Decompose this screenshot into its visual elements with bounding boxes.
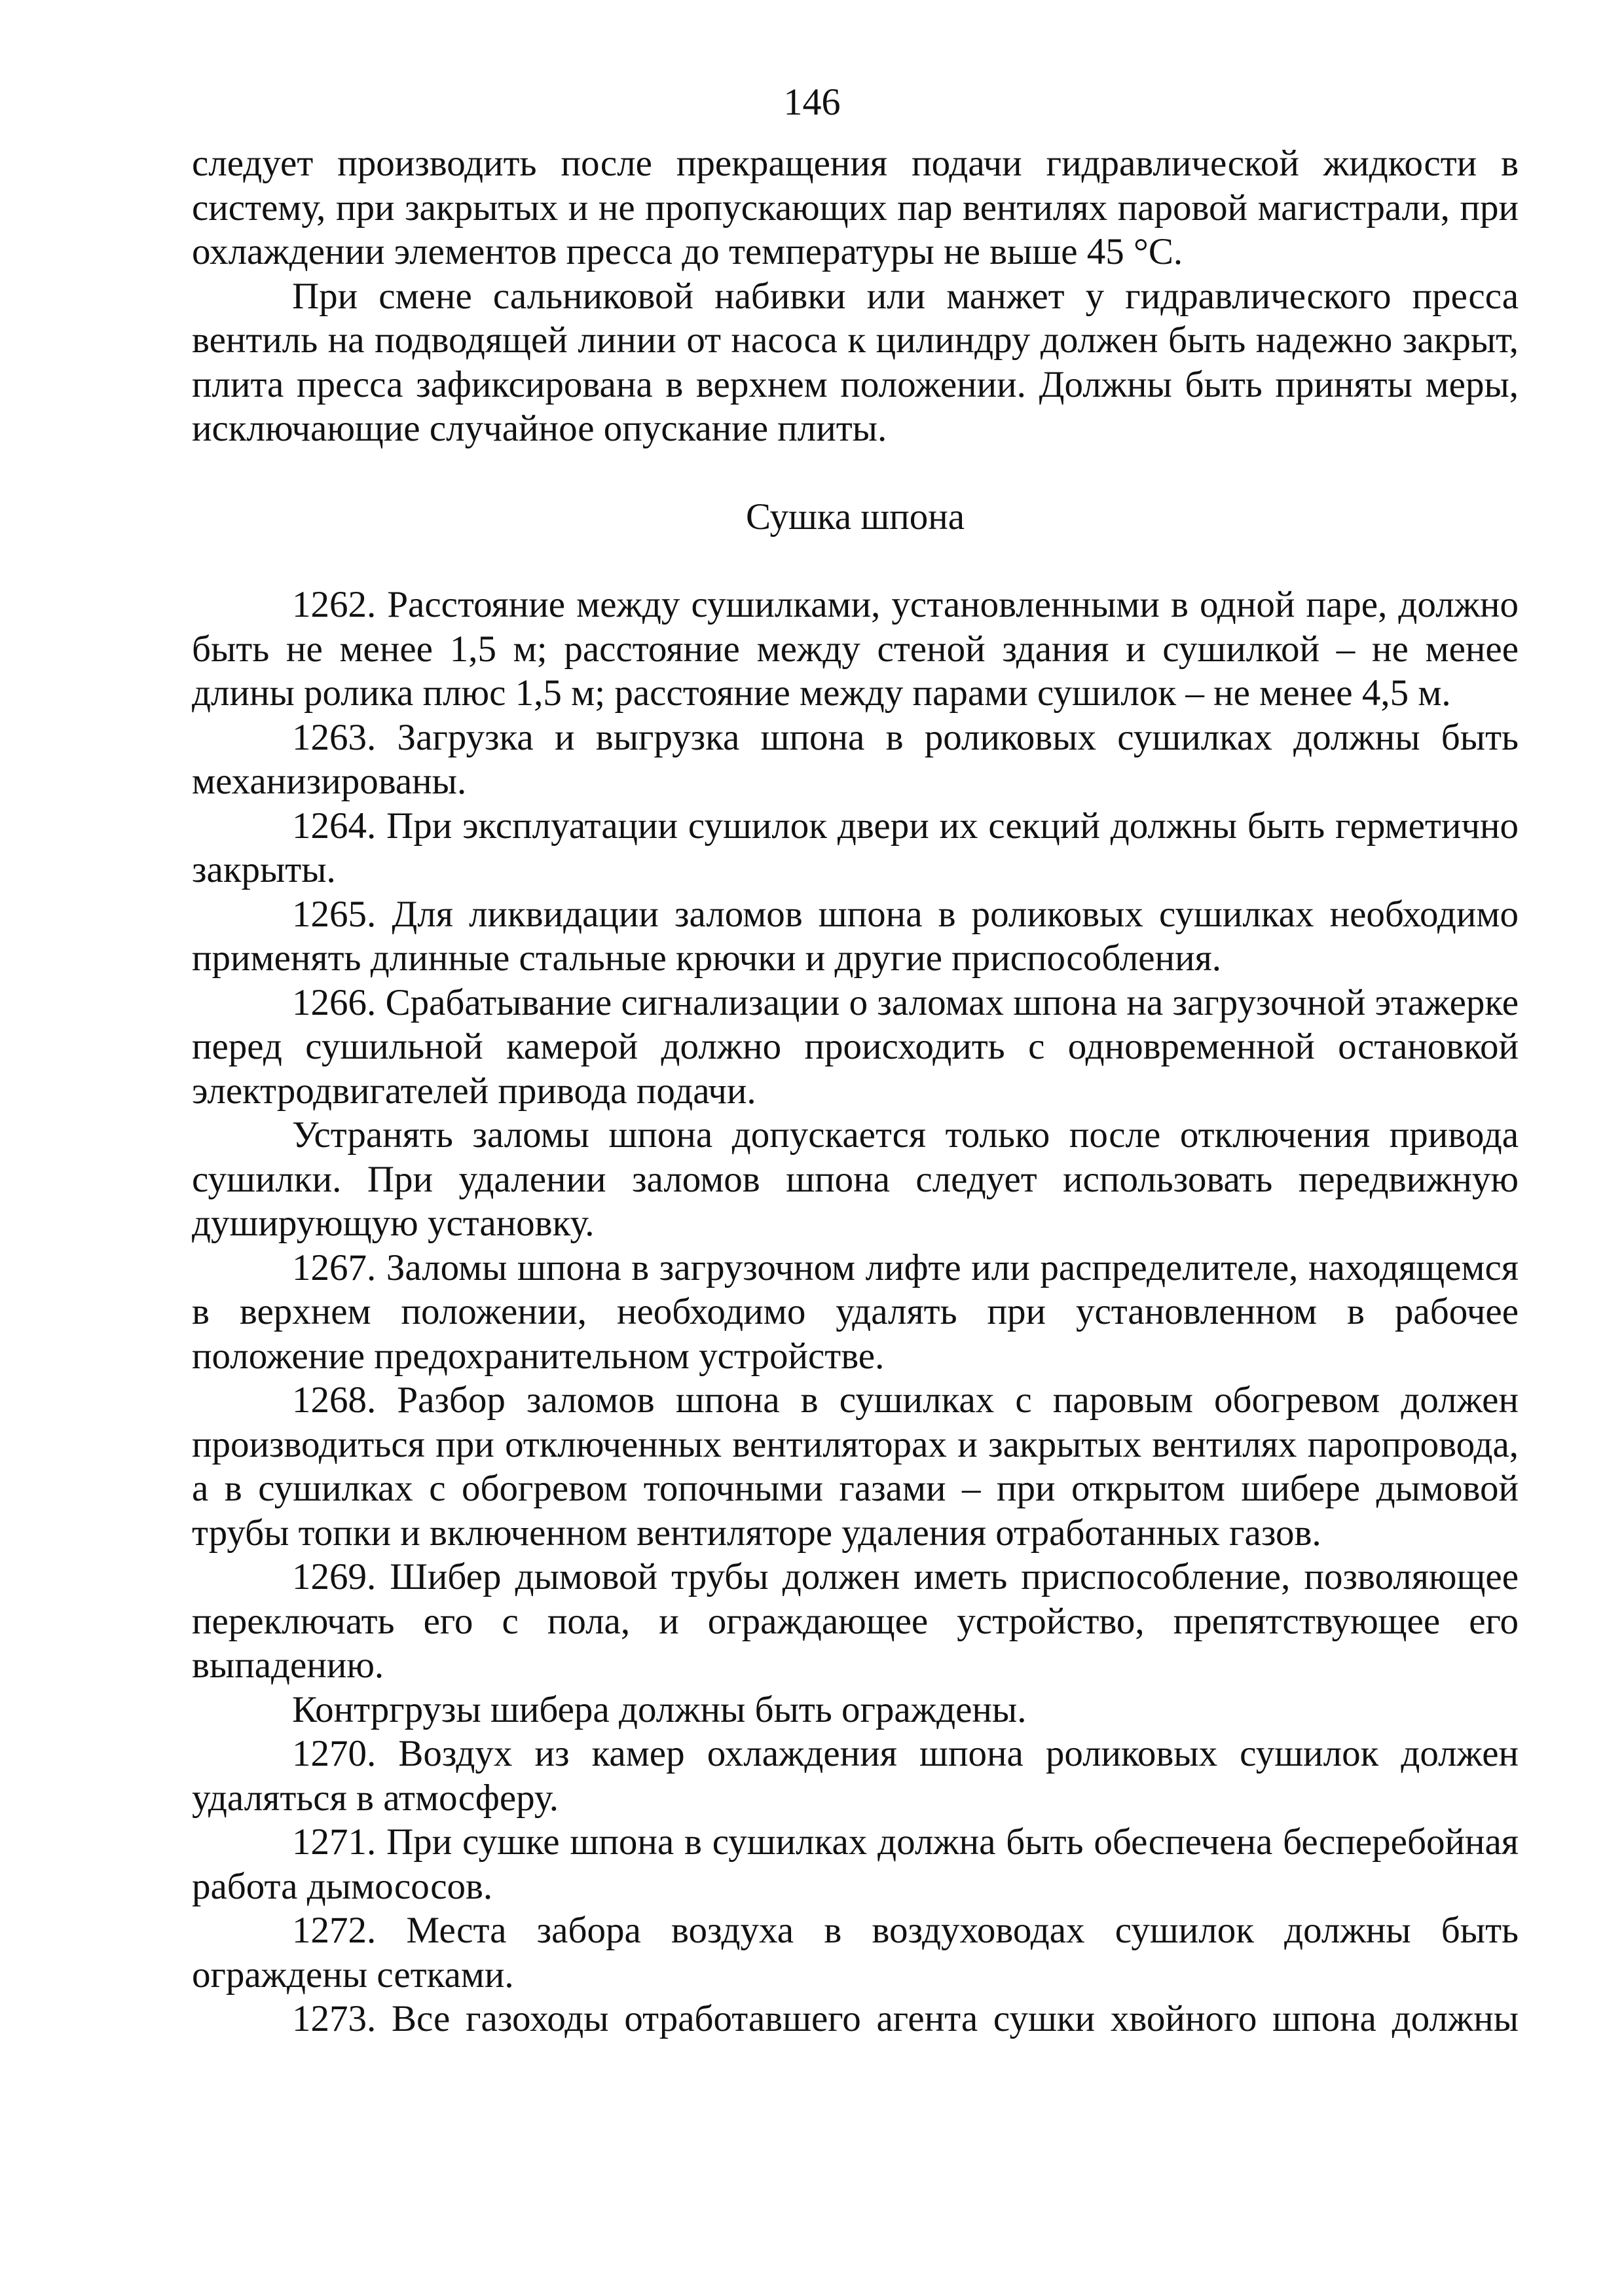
clause-1272: 1272. Места забора воздуха в воздуховодах сушилок должны быть ограждены сетками. <box>192 1910 1519 1995</box>
paragraph: При смене сальниковой набивки или манжет у гидравлического пресса вентиль на подводящей линии от насоса к цилиндру должен быть надежно закрыт, плита пресса зафиксирована в верхнем положении. Должны быть приняты меры, исключающие случайное опускание плиты. <box>192 275 1519 449</box>
clause-1273: 1273. Все газоходы отработавшего агента сушки хвойного шпона должны <box>292 1998 1519 2039</box>
clause-1269-continuation: Контргрузы шибера должны быть ограждены. <box>292 1688 1027 1730</box>
clause-1266-continuation: Устранять заломы шпона допускается только после отключения привода сушилки. При удалении заломов шпона следует использовать передвижную душирующую установку. <box>192 1114 1519 1244</box>
clause-1269: 1269. Шибер дымовой трубы должен иметь приспособление, позволяющее переключать его с пола, и ограждающее устройство, препятствующее его выпадению. <box>192 1556 1519 1686</box>
document-body <box>192 141 1519 2041</box>
page-number: 146 <box>783 81 841 123</box>
clause-1268: 1268. Разбор заломов шпона в сушилках с паровым обогревом должен производиться при отключенных вентиляторах и закрытых вентилях паропровода, а в сушилках с обогревом топочными газами – при открытом шибере дымовой трубы топки и включенном вентиляторе удаления отработанных газов. <box>192 1379 1519 1554</box>
clause-1266: 1266. Срабатывание сигнализации о заломах шпона на загрузочной этажерке перед сушильной камерой должно происходить с одновременной остановкой электродвигателей привода подачи. <box>192 981 1519 1112</box>
clause-1265: 1265. Для ликвидации заломов шпона в роликовых сушилках необходимо применять длинные стальные крючки и другие приспособления. <box>192 893 1519 979</box>
clause-1262: 1262. Расстояние между сушилками, установленными в одной паре, должно быть не менее 1,5 м; расстояние между стеной здания и сушилкой – не менее длины ролика плюс 1,5 м; расстояние между парами сушилок – не менее 4,5 м. <box>192 584 1519 714</box>
paragraph-continuation: следует производить после прекращения подачи гидравлической жидкости в систему, при закрытых и не пропускающих пар вентилях паровой магистрали, при охлаждении элементов пресса до температуры не выше 45 °С. <box>192 143 1519 272</box>
clause-1263: 1263. Загрузка и выгрузка шпона в роликовых сушилках должны быть механизированы. <box>192 716 1519 802</box>
clause-1267: 1267. Заломы шпона в загрузочном лифте или распределителе, находящемся в верхнем положении, необходимо удалять при установленном в рабочее положение предохранительном устройстве. <box>192 1247 1519 1377</box>
clause-1271: 1271. При сушке шпона в сушилках должна быть обеспечена бесперебойная работа дымососов. <box>192 1821 1519 1907</box>
section-heading: Сушка шпона <box>745 496 965 538</box>
clause-1270: 1270. Воздух из камер охлаждения шпона роликовых сушилок должен удаляться в атмосферу. <box>192 1733 1519 1819</box>
clause-1264: 1264. При эксплуатации сушилок двери их секций должны быть герметично закрыты. <box>192 805 1519 890</box>
